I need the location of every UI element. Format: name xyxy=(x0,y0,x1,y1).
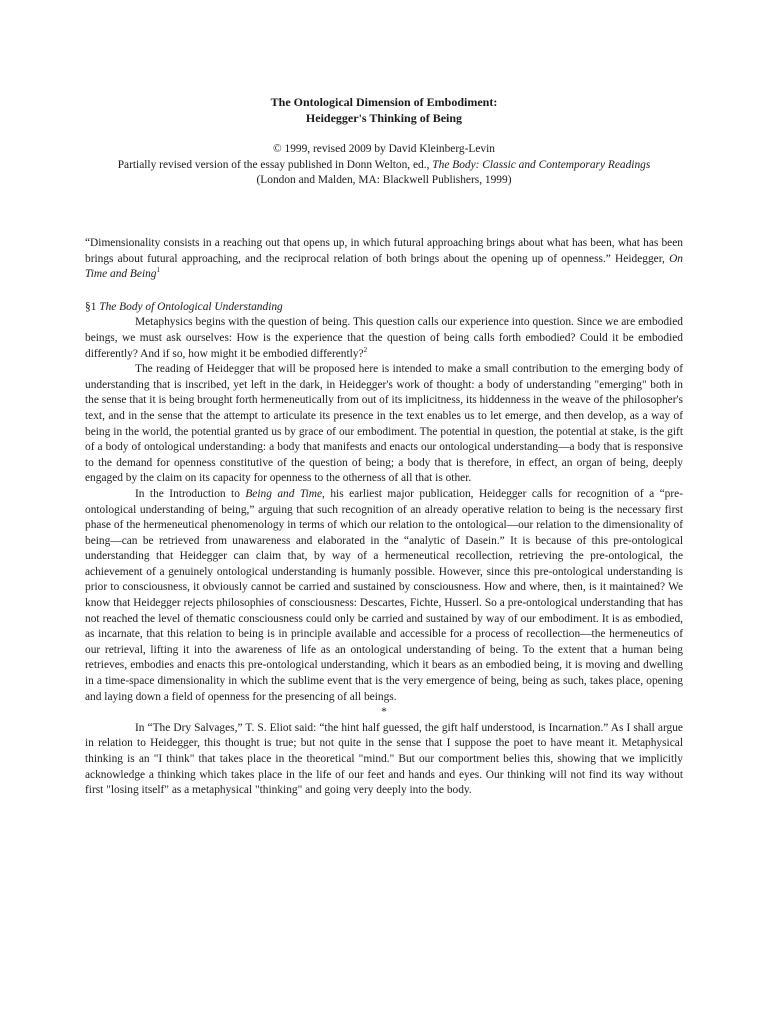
document-header xyxy=(85,95,683,189)
paragraph-4: In “The Dry Salvages,” T. S. Eliot said: “the hint half guessed, the gift half understood, is Incarnation.” As I shall argue in relation to Heidegger, this thought is true; but not quite in the sense that I suppose the poet to have meant it. Metaphysical thinking is an "I think" that takes place in the theoretical "mind." But our comportment belies this, showing that we implicitly acknowledge a thinking which takes place in the life of our feet and hands and eyes. Our thinking will not find its way without first "losing itself" as a metaphysical "thinking" and going very deeply into the body. xyxy=(85,721,683,797)
revision-note xyxy=(85,158,683,174)
paragraph-1 xyxy=(85,315,683,362)
copyright-line: © 1999, revised 2009 by David Kleinberg-Levin xyxy=(273,143,495,155)
title-line-1: The Ontological Dimension of Embodiment: xyxy=(270,95,498,109)
footnote-marker-2: 2 xyxy=(363,345,368,354)
publication-info xyxy=(85,142,683,189)
footnote-marker-1: 1 xyxy=(156,266,161,275)
section-heading xyxy=(85,300,683,316)
revision-note-text: Partially revised version of the essay published in Donn Welton, ed., xyxy=(117,158,433,171)
paragraph-3 xyxy=(85,487,683,705)
publisher-line: (London and Malden, MA: Blackwell Publishers, 1999) xyxy=(256,174,512,187)
section-number: §1 xyxy=(85,300,100,313)
section-separator: * xyxy=(381,706,387,719)
being-and-time-title: Being and Time xyxy=(245,487,323,500)
title-line-2: Heidegger's Thinking of Being xyxy=(305,110,463,125)
document-body xyxy=(85,236,683,799)
epigraph-quote: “Dimensionality consists in a reaching out that opens up, in which futural approaching brings about what has been, what has been brings about futural approaching, and the reciprocal relation of both brings about the opening up of openness.” Heidegger, xyxy=(85,237,683,265)
epigraph-source: On Time and Being xyxy=(85,252,683,281)
epigraph xyxy=(85,236,683,283)
paragraph-1-text: Metaphysics begins with the question of being. This question calls our experience into question. Since we are embodied beings, we must ask ourselves: How is the experience that the question of being calls forth embodied? Could it be embodied differently? And if so, how might it be embodied differently? xyxy=(85,316,683,360)
paragraph-2: The reading of Heidegger that will be proposed here is intended to make a small contribution to the emerging body of understanding that is inscribed, yet left in the dark, in Heidegger's work of thought: a body of understanding "emerging" both in the sense that it is being brought forth hermeneutically from out of its implicitness, its hiddenness in the weave of the philosopher's text, and in the sense that the attempt to articulate its presence in the text enables us to let emerge, and then develop, as a way of being in the world, the potential granted us by grace of our embodiment. The potential in question, the potential at stake, is the gift of a body of ontological understanding: a body that manifests and enacts our ontological understanding—a body that is responsive to the demand for openness constitutive of the question of being; a body that is therefore, in effect, an organ of being, deeply engaged by the claim on its capacity for openness to the otherness of all that is other. xyxy=(85,363,683,485)
section-title: The Body of Ontological Understanding xyxy=(99,300,283,313)
paragraph-3-text: , his earliest major publication, Heidegger calls for recognition of a “pre-ontological understanding of being,” arguing that such recognition of an already operative relation to being is the necessary first phase of the hermeneutical phenomenology in terms of which our relation to the ontological—our relation to the dimensionality of being—can be retrieved from unawareness and elaborated in the “analytic of Dasein.” It is because of this pre-ontological understanding that Heidegger can claim that, by way of a hermeneutical recollection, retrieving the pre-ontological, the achievement of a genuinely ontological understanding is humanly possible. However, since this pre-ontological understanding is prior to consciousness, it obviously cannot be carried and sustained by consciousness. How and where, then, is it maintained? We know that Heidegger rejects philosophies of consciousness: Descartes, Fichte, Husserl. So a pre-ontological understanding that has not reached the level of thematic consciousness could only be carried and sustained by way of our embodiment. It is as embodied, as incarnate, that this relation to being is in principle available and accessible for a process of recollection—the hermeneutics of our retrieval, lifting it into the awareness of life as an ontological understanding of being. To the extent that a human being retrieves, embodies and enacts this pre-ontological understanding, which it bears as an embodied being, it is moving and dwelling in a time-space dimensionality in which the sublime event that is the very emergence of being, being as such, takes place, opening and laying down a field of openness for the presencing of all beings. xyxy=(85,487,683,703)
paragraph-3-intro: In the Introduction to xyxy=(135,487,246,500)
book-title: The Body: Classic and Contemporary Readings xyxy=(432,158,651,171)
